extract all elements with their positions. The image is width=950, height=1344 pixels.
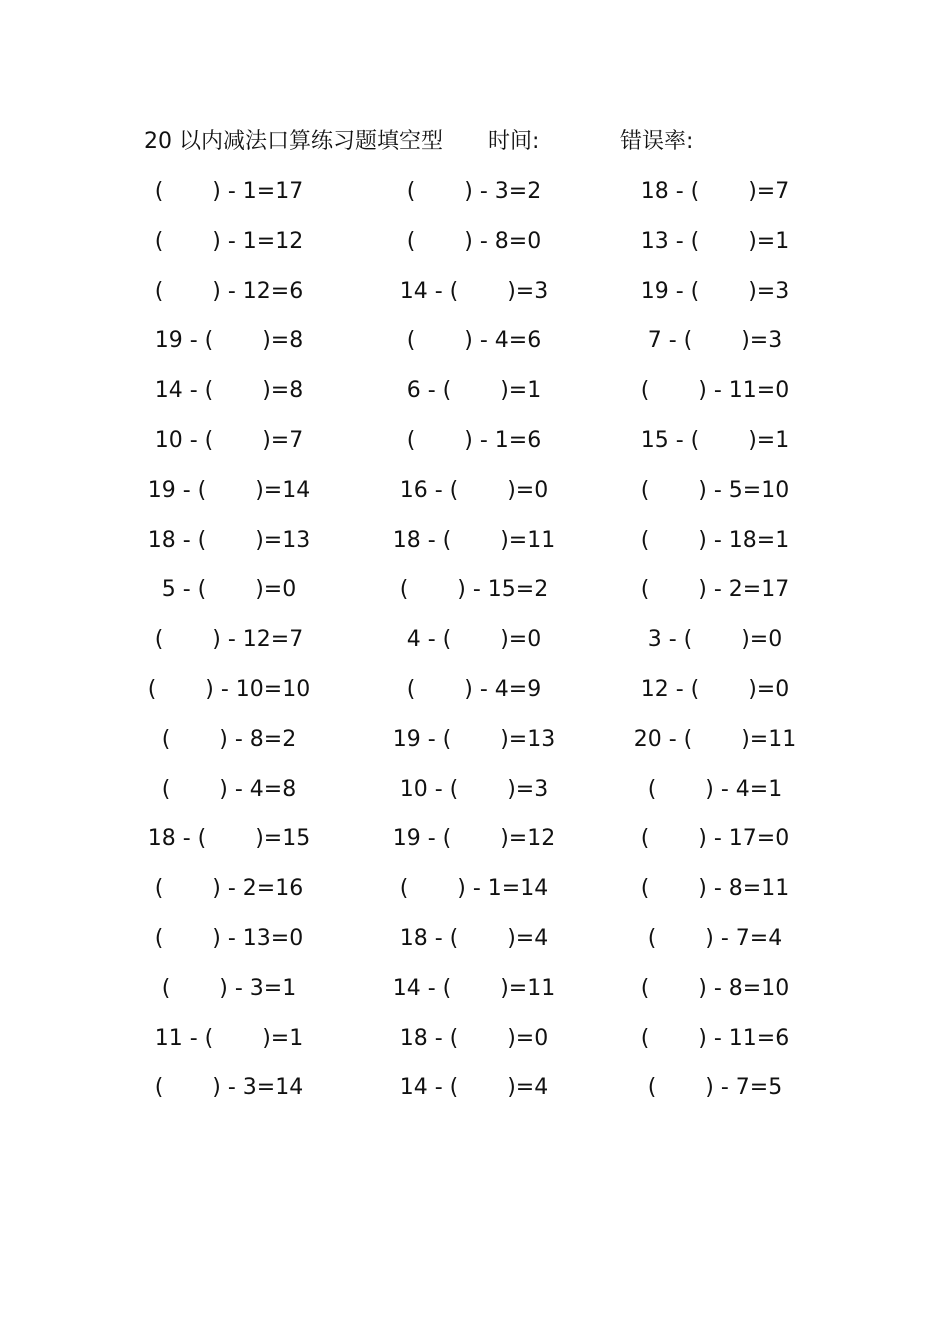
problem-item: 20 - ( )=11 [633, 726, 797, 752]
problem-item: 18 - ( )=13 [147, 527, 311, 553]
problem-item: 19 - ( )=8 [154, 328, 304, 354]
problem-item: ( ) - 8=11 [640, 876, 790, 902]
problem-row [0, 869, 950, 919]
problem-row [0, 371, 950, 421]
problem-item: ( ) - 15=2 [399, 577, 549, 603]
problem-item: 18 - ( )=15 [147, 826, 311, 852]
problem-item: 18 - ( )=7 [640, 179, 790, 204]
problem-item: ( ) - 1=17 [154, 179, 304, 204]
problem-row [0, 172, 950, 222]
problem-item: ( ) - 18=1 [640, 527, 790, 553]
problem-item: ( ) - 4=8 [161, 776, 297, 802]
problem-item: 14 - ( )=11 [392, 975, 556, 1001]
problem-row [0, 321, 950, 371]
problem-row [0, 620, 950, 670]
problem-item: 18 - ( )=11 [392, 527, 556, 553]
problem-item: 7 - ( )=3 [647, 328, 783, 354]
problem-item: 16 - ( )=0 [399, 477, 549, 503]
problem-item: ( ) - 5=10 [640, 477, 790, 503]
problem-grid [0, 172, 950, 1118]
problem-row [0, 421, 950, 471]
problem-row [0, 720, 950, 770]
problem-item: ( ) - 4=1 [647, 776, 783, 802]
problem-row [0, 969, 950, 1019]
problem-item: 12 - ( )=0 [640, 676, 790, 702]
problem-item: ( ) - 1=6 [406, 427, 542, 453]
problem-item: ( ) - 1=14 [399, 876, 549, 902]
problem-item: ( ) - 3=2 [406, 179, 542, 204]
problem-row [0, 1068, 950, 1118]
problem-item: 18 - ( )=4 [399, 925, 549, 951]
problem-row [0, 521, 950, 571]
problem-item: 19 - ( )=12 [392, 826, 556, 852]
problem-item: ( ) - 3=14 [154, 1075, 304, 1101]
problem-row [0, 222, 950, 272]
problem-row [0, 471, 950, 521]
problem-item: 19 - ( )=13 [392, 726, 556, 752]
problem-item: ( ) - 13=0 [154, 925, 304, 951]
problem-item: ( ) - 11=0 [640, 378, 790, 404]
problem-item: ( ) - 4=6 [406, 328, 542, 354]
problem-item: ( ) - 10=10 [147, 676, 311, 702]
problem-item: ( ) - 1=12 [154, 228, 304, 254]
problem-item: ( ) - 4=9 [406, 676, 542, 702]
problem-item: ( ) - 12=6 [154, 278, 304, 304]
problem-item: 19 - ( )=14 [147, 477, 311, 503]
problem-item: ( ) - 12=7 [154, 627, 304, 653]
problem-item: ( ) - 7=5 [647, 1075, 783, 1101]
problem-item: 10 - ( )=3 [399, 776, 549, 802]
problem-item: 14 - ( )=3 [399, 278, 549, 304]
problem-row [0, 819, 950, 869]
problem-item: ( ) - 3=1 [161, 975, 297, 1001]
problem-row [0, 919, 950, 969]
problem-item: 14 - ( )=4 [399, 1075, 549, 1101]
problem-row [0, 272, 950, 322]
problem-item: ( ) - 2=16 [154, 876, 304, 902]
problem-item: 6 - ( )=1 [406, 378, 542, 404]
problem-row [0, 670, 950, 720]
problem-item: ( ) - 7=4 [647, 925, 783, 951]
problem-item: ( ) - 8=2 [161, 726, 297, 752]
problem-item: 5 - ( )=0 [161, 577, 297, 603]
time-label: 时间: [488, 129, 540, 154]
problem-item: 15 - ( )=1 [640, 427, 790, 453]
problem-item: 4 - ( )=0 [406, 627, 542, 653]
problem-row [0, 770, 950, 820]
problem-item: ( ) - 2=17 [640, 577, 790, 603]
problem-item: 18 - ( )=0 [399, 1025, 549, 1051]
problem-item: ( ) - 17=0 [640, 826, 790, 852]
problem-item: 14 - ( )=8 [154, 378, 304, 404]
worksheet-title: 20 以内减法口算练习题填空型 [144, 129, 443, 154]
problem-item: ( ) - 11=6 [640, 1025, 790, 1051]
problem-item: 19 - ( )=3 [640, 278, 790, 304]
problem-item: 3 - ( )=0 [647, 627, 783, 653]
error-rate-label: 错误率: [620, 129, 694, 154]
problem-item: ( ) - 8=0 [406, 228, 542, 254]
problem-item: 13 - ( )=1 [640, 228, 790, 254]
problem-item: 10 - ( )=7 [154, 427, 304, 453]
problem-row [0, 1019, 950, 1069]
problem-item: 11 - ( )=1 [154, 1025, 304, 1051]
problem-row [0, 570, 950, 620]
problem-item: ( ) - 8=10 [640, 975, 790, 1001]
